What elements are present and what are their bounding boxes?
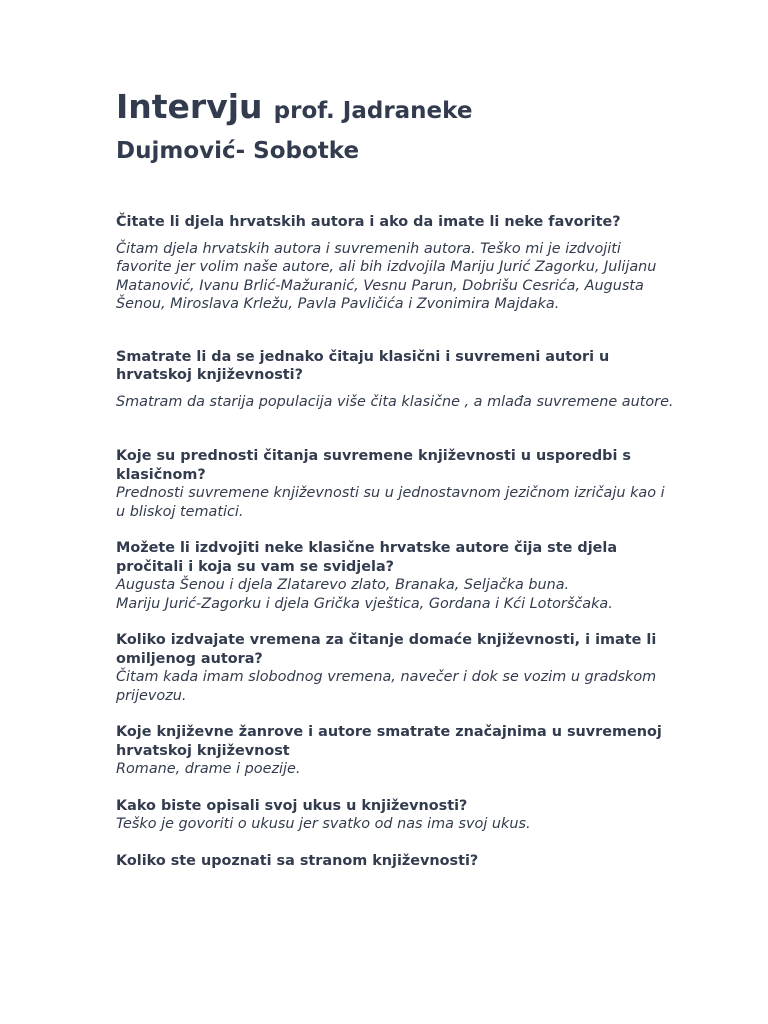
question-6: Koje književne žanrove i autore smatrate značajnima u suvremenoj hrvatskoj književnost	[116, 724, 662, 759]
answer-7: Teško je govoriti o ukusu jer svatko od nas ima svoj ukus.	[116, 816, 531, 833]
qa-block-8	[116, 852, 676, 870]
answer-4-line-2: Mariju Jurić-Zagorku i djela Grička vještica, Gordana i Kći Lotorščaka.	[116, 595, 613, 612]
page-title	[116, 86, 676, 167]
qa-block-5	[116, 631, 676, 705]
question-1: Čitate li djela hrvatskih autora i ako da imate li neke favorite?	[116, 214, 621, 231]
question-5: Koliko izdvajate vremena za čitanje domaće književnosti, i imate li omiljenog autora?	[116, 632, 657, 667]
question-8: Koliko ste upoznati sa stranom književnosti?	[116, 852, 479, 869]
question-3: Koje su prednosti čitanja suvremene književnosti u usporedbi s klasičnom?	[116, 448, 631, 483]
answer-4-line-1: Augusta Šenou i djela Zlatarevo zlato, Branaka, Seljačka buna.	[116, 577, 570, 594]
answer-1: Čitam djela hrvatskih autora i suvremenih autora. Teško mi je izdvojiti favorite jer volim naše autore, ali bih izdvojila Mariju Jurić Zagorku, Julijanu Matanović, Ivanu Brlić-Mažuranić, Vesnu Parun, Dobrišu Cesrića, Augusta Šenou, Miroslava Krležu, Pavla Pavličića i Zvonimira Majdaka.	[116, 240, 657, 313]
title-name: Dujmović- Sobotke	[116, 138, 360, 165]
title-rest: prof. Jadraneke	[273, 98, 473, 124]
document-page	[116, 86, 676, 870]
qa-block-3	[116, 447, 676, 521]
question-4: Možete li izdvojiti neke klasične hrvatske autore čija ste djela pročitali i koja su vam se svidjela?	[116, 540, 618, 575]
answer-6: Romane, drame i poezije.	[116, 761, 301, 778]
question-7: Kako biste opisali svoj ukus u književnosti?	[116, 797, 468, 814]
answer-5: Čitam kada imam slobodnog vremena, navečer i dok se vozim u gradskom prijevozu.	[116, 669, 657, 704]
title-main: Intervju	[116, 87, 263, 126]
question-2: Smatrate li da se jednako čitaju klasični i suvremeni autori u hrvatskoj književnosti?	[116, 349, 610, 384]
qa-block-4	[116, 539, 676, 613]
qa-block-6	[116, 723, 676, 778]
answer-2: Smatram da starija populacija više čita klasične , a mlađa suvremene autore.	[116, 393, 674, 410]
qa-block-1	[116, 213, 676, 314]
qa-block-2	[116, 348, 676, 411]
answer-3: Prednosti suvremene književnosti su u jednostavnom jezičnom izričaju kao i u bliskoj tematici.	[116, 485, 665, 520]
qa-block-7	[116, 797, 676, 834]
